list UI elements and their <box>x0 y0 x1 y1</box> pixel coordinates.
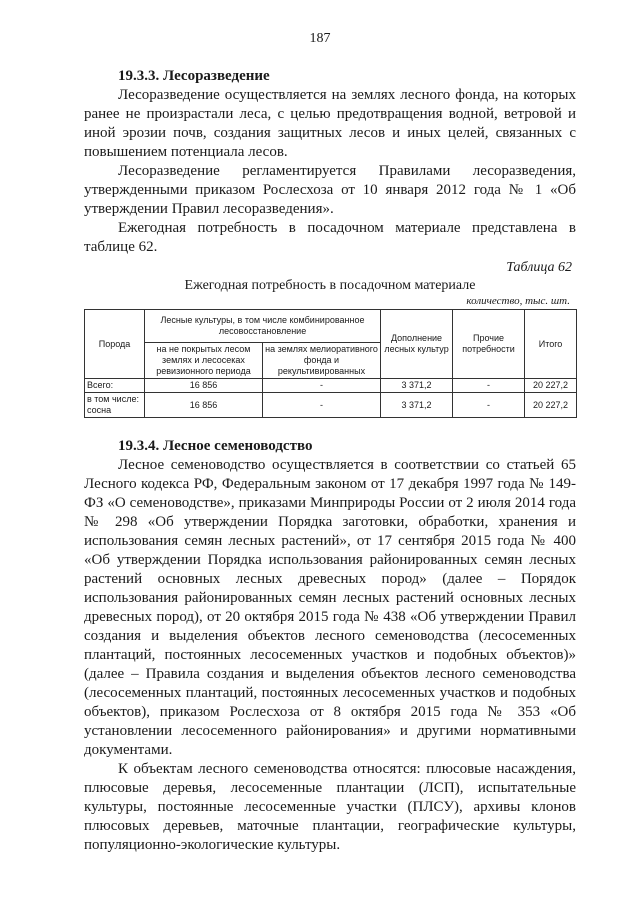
cell-breed: в том числе: сосна <box>85 393 145 418</box>
paragraph: Лесное семеноводство осуществляется в соответствии со статьей 65 Лесного кодекса РФ, Федеральным законом от 17 декабря 1997 года № 149-ФЗ «О семеноводстве», приказами Минприроды России от 2 июля 2014 года № 298 «Об утверждении Порядка заготовки, обработки, хранения и использования семян лесных растений», от 17 сентября 2015 года № 400 «Об утверждении Порядка использования районированных семян лесных растений основных лесных древесных пород» (далее – Порядок использования районированных семян лесных растений основных лесных древесных пород), от 20 октября 2015 года № 438 «Об утверждении Правил создания и выделения объектов лесного семеноводства (лесосеменных плантаций, постоянных лесосеменных участков и подобных объектов)» (далее – Правила создания и выделения объектов лесного семеноводства (лесосеменных плантаций, постоянных лесосеменных участков и подобных объектов), приказом Рослесхоза от 8 октября 2015 года № 353 «Об установлении лесосеменного районирования» и другими нормативными документами. <box>84 457 576 758</box>
table-unit: количество, тыс. шт. <box>466 295 570 307</box>
cell-other: - <box>453 393 525 418</box>
table-row <box>85 393 577 418</box>
cell-reclamation: - <box>263 379 381 393</box>
table-label: Таблица 62 <box>506 260 572 275</box>
paragraph: Лесоразведение осуществляется на землях лесного фонда, на которых ранее не произрастали леса, с целью предотвращения водной, ветровой и иной эрозии почв, создания защитных лесов и иных целей, связанных с повышением потенциала лесов. <box>84 87 576 160</box>
paragraph: К объектам лесного семеноводства относятся: плюсовые насаждения, плюсовые деревья, лесосеменные плантации (ЛСП), испытательные культуры, постоянные лесосеменные участки (ПЛСУ), архивы клонов плюсовых деревьев, маточные плантации, географические культуры, популяционно-экологические культуры. <box>84 761 576 853</box>
header-uncovered: на не покрытых лесом землях и лесосеках ревизионного периода <box>145 343 263 379</box>
cell-uncovered: 16 856 <box>145 379 263 393</box>
cell-breed: Всего: <box>85 379 145 393</box>
cell-total: 20 227,2 <box>525 393 577 418</box>
document-body <box>84 66 576 855</box>
header-forest-cultures: Лесные культуры, в том числе комбинированное лесовосстановление <box>145 310 381 343</box>
spacer <box>84 418 576 436</box>
section-heading-afforestation: 19.3.3. Лесоразведение <box>118 68 270 84</box>
cell-other: - <box>453 379 525 393</box>
planting-material-table <box>84 309 577 418</box>
table-title: Ежегодная потребность в посадочном материале <box>184 278 476 293</box>
cell-addition: 3 371,2 <box>381 393 453 418</box>
header-breed: Порода <box>85 310 145 379</box>
cell-total: 20 227,2 <box>525 379 577 393</box>
section-heading-seed-production: 19.3.4. Лесное семеноводство <box>118 438 313 454</box>
page-number: 187 <box>309 31 331 46</box>
header-total: Итого <box>525 310 577 379</box>
cell-reclamation: - <box>263 393 381 418</box>
cell-uncovered: 16 856 <box>145 393 263 418</box>
header-addition: Дополнение лесных культур <box>381 310 453 379</box>
table-row <box>85 379 577 393</box>
header-reclamation: на землях мелиоративного фонда и рекультивированных <box>263 343 381 379</box>
table-header-row <box>85 310 577 343</box>
cell-addition: 3 371,2 <box>381 379 453 393</box>
paragraph: Лесоразведение регламентируется Правилами лесоразведения, утвержденными приказом Рослесхоза от 10 января 2012 года № 1 «Об утверждении Правил лесоразведения». <box>84 163 576 217</box>
paragraph: Ежегодная потребность в посадочном материале представлена в таблице 62. <box>84 220 576 255</box>
header-other: Прочие потребности <box>453 310 525 379</box>
